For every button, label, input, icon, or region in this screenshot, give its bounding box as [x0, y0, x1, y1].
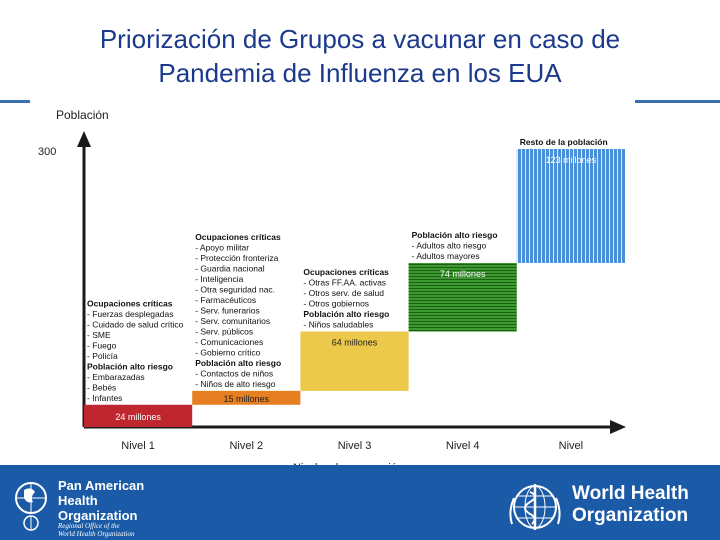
who-name-line-2: Organization — [572, 505, 689, 526]
slide-title — [0, 22, 720, 90]
annotation-heading: Ocupaciones críticas — [87, 298, 173, 309]
annotation-item: - Otra seguridad nac. — [195, 284, 276, 295]
bar-label-level-1: 24 millones — [115, 411, 161, 422]
annotation-item: - Otras FF.AA. activas — [303, 277, 387, 288]
annotation-item: - Otros serv. de salud — [303, 288, 385, 299]
bar-level-5 — [517, 149, 625, 263]
paho-name-line-3: Organization — [58, 508, 138, 523]
annotation-item: - Inteligencia — [195, 273, 244, 284]
annotation-item: - Niños saludables — [303, 319, 374, 330]
annotation-item: - Serv. funerarios — [195, 305, 260, 316]
annotation-heading: Ocupaciones críticas — [303, 267, 389, 278]
slide-title-line-2: Pandemia de Influenza en los EUA — [158, 58, 562, 88]
annotation-heading: Población alto riesgo — [195, 357, 282, 368]
annotation-heading: Población alto riesgo — [411, 229, 498, 240]
x-tick-label: Nivel — [558, 440, 584, 452]
paho-subtitle-line-2: World Health Organization — [58, 530, 135, 538]
y-axis-tick-label: 300 — [38, 146, 57, 158]
annotation-item: - SME — [87, 329, 111, 340]
paho-name-line-2: Health — [58, 493, 98, 508]
annotation-item: - Serv. comunitarios — [195, 315, 271, 326]
paho-subtitle-line-1: Regional Office of the — [58, 522, 120, 530]
y-axis-label: Población — [56, 108, 109, 122]
who-name-line-1: World Health — [572, 483, 689, 504]
annotation-item: - Protección fronteriza — [195, 252, 279, 263]
annotation-item: - Farmacéuticos — [195, 294, 257, 305]
annotation-item: - Niños de alto riesgo — [195, 378, 276, 389]
annotation-item: - Gobierno crítico — [195, 347, 261, 358]
annotation-item: - Bebés — [87, 382, 117, 393]
bar-label-level-3: 64 millones — [331, 337, 378, 348]
annotation-item: - Infantes — [87, 392, 123, 403]
x-tick-label: Nivel 4 — [445, 440, 480, 452]
annotation-item: - Otros gobiernos — [303, 298, 370, 309]
who-name — [572, 483, 689, 527]
title-rule-right — [635, 100, 720, 103]
paho-subtitle — [58, 522, 135, 538]
paho-name — [58, 478, 144, 523]
annotation-item: - Policía — [87, 350, 118, 361]
x-tick-label: Nivel 1 — [121, 440, 155, 452]
bar-label-level-5: 123 millones — [545, 155, 597, 165]
x-tick-label: Nivel 2 — [229, 440, 264, 452]
annotation-item: - Guardia nacional — [195, 263, 265, 274]
annotation-item: - Comunicaciones — [195, 336, 264, 347]
who-emblem-icon — [505, 480, 565, 534]
slide-title-line-1: Priorización de Grupos a vacunar en caso de — [99, 24, 621, 54]
annotation-item: - Adultos mayores — [411, 250, 480, 261]
annotation-item: - Fuego — [87, 340, 117, 351]
annotation-heading: Población alto riesgo — [303, 309, 390, 320]
bar-label-level-4: 74 millones — [439, 268, 486, 279]
x-tick-label: Nivel 3 — [337, 440, 372, 452]
annotation-heading: Población alto riesgo — [87, 361, 173, 372]
annotation-heading: Resto de la población — [519, 137, 608, 147]
annotation-item: - Contactos de niños — [195, 368, 274, 379]
annotation-item: - Embarazadas — [87, 371, 145, 382]
annotation-item: - Fuerzas desplegadas — [87, 308, 174, 319]
title-rule-left — [0, 100, 30, 103]
annotation-heading: Ocupaciones críticas — [195, 231, 281, 242]
paho-emblem-icon — [8, 478, 54, 532]
paho-name-line-1: Pan American — [58, 478, 145, 493]
annotation-item: - Serv. públicos — [195, 326, 254, 337]
annotation-item: - Adultos alto riesgo — [411, 240, 487, 251]
vaccination-priority-chart — [30, 103, 635, 465]
annotation-item: - Cuidado de salud crítico — [87, 319, 184, 330]
annotation-item: - Apoyo militar — [195, 242, 250, 253]
bar-label-level-2: 15 millones — [223, 393, 270, 404]
